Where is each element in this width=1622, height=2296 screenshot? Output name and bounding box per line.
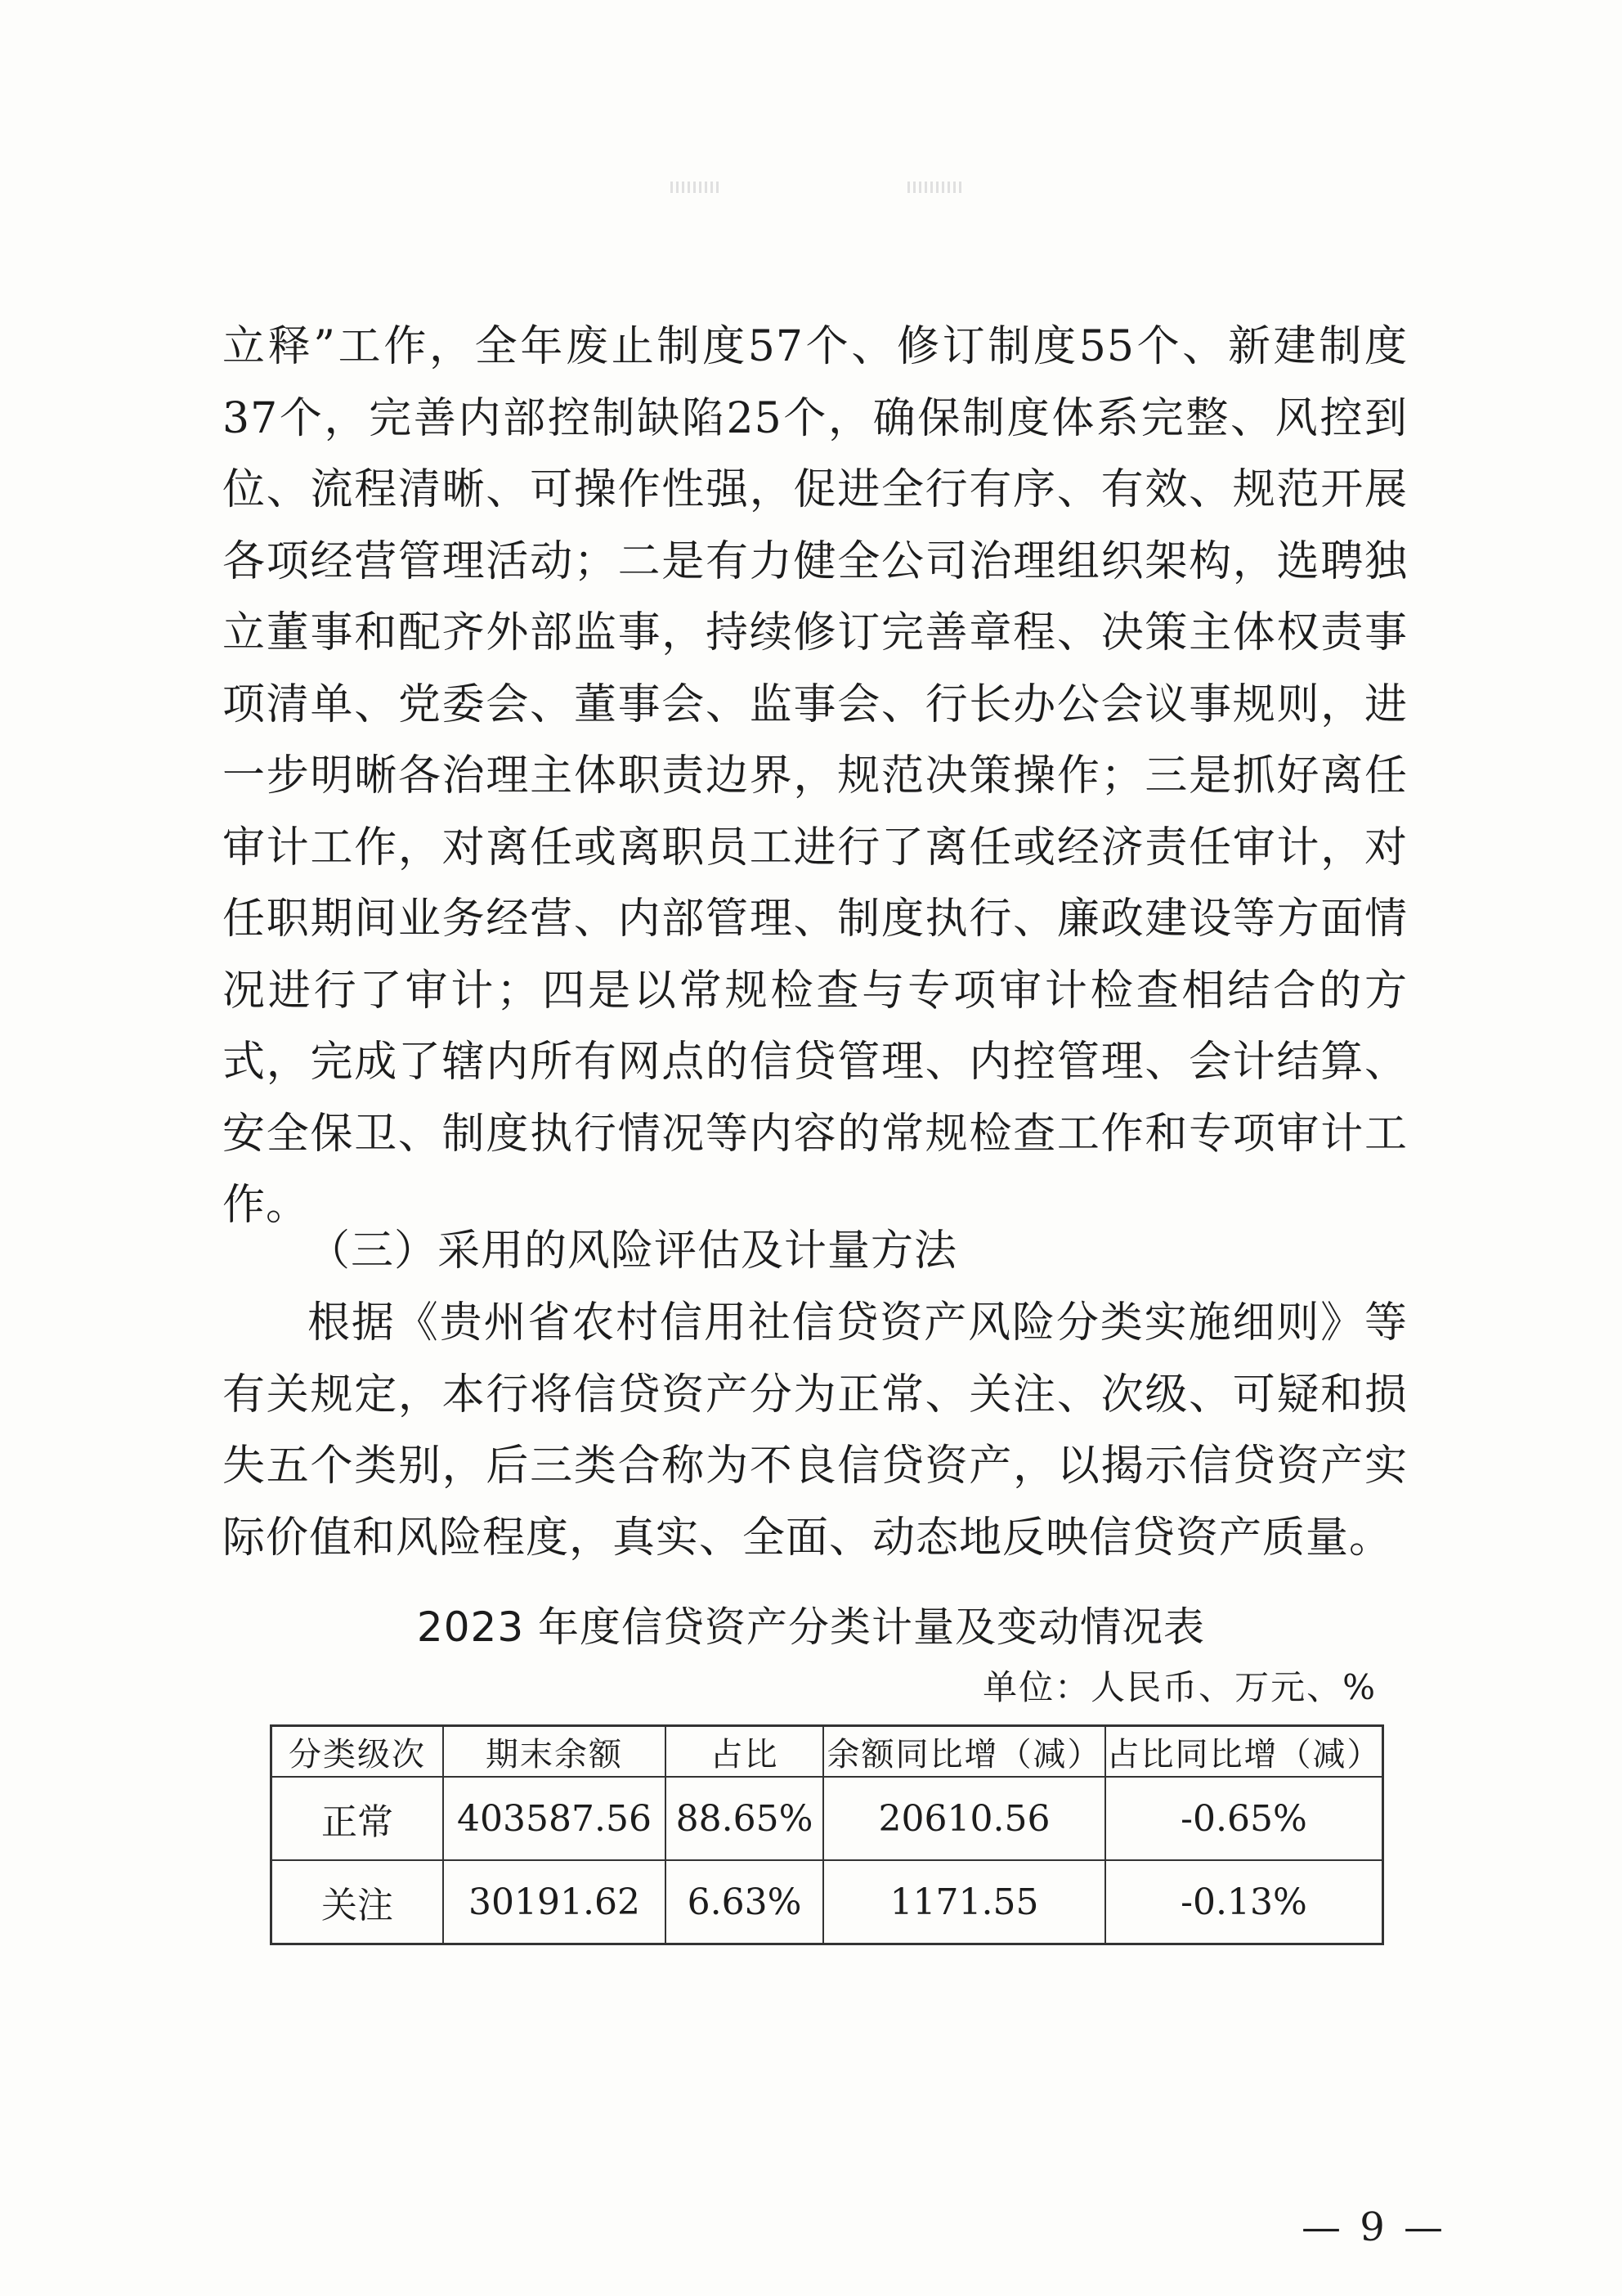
cell-share-yoy: -0.65% bbox=[1105, 1777, 1383, 1860]
paragraph-internal-control: 立释”工作，全年废止制度57个、修订制度55个、新建制度37个，完善内部控制缺陷25个，确保制度体系完整、风控到位、流程清晰、可操作性强，促进全行有序、有效、规范开展各项经营管理活动；二是有力健全公司治理组织架构，选聘独立董事和配齐外部监事，持续修订完善章程、决策主体权责事项清单、党委会、董事会、监事会、行长办公会议事规则，进一步明晰各治理主体职责边界，规范决策操作；三是抓好离任审计工作，对离任或离职员工进行了离任或经济责任审计，对任职期间业务经营、内部管理、制度执行、廉政建设等方面情况进行了审计；四是以常规检查与专项审计检查相结合的方式，完成了辖内所有网点的信贷管理、内控管理、会计结算、安全保卫、制度执行情况等内容的常规检查工作和专项审计工作。 bbox=[222, 322, 1408, 1230]
cell-share: 6.63% bbox=[665, 1860, 823, 1944]
cell-share: 88.65% bbox=[665, 1777, 823, 1860]
header-share: 占比 bbox=[665, 1726, 823, 1778]
header-balance-yoy: 余额同比增（减） bbox=[823, 1726, 1105, 1778]
header-category: 分类级次 bbox=[271, 1726, 444, 1778]
header-ending-balance: 期末余额 bbox=[443, 1726, 665, 1778]
table-row bbox=[271, 1777, 1383, 1860]
header-share-yoy: 占比同比增（减） bbox=[1105, 1726, 1383, 1778]
cell-category: 关注 bbox=[271, 1860, 444, 1944]
cell-share-yoy: -0.13% bbox=[1105, 1860, 1383, 1944]
cell-category: 正常 bbox=[271, 1777, 444, 1860]
table-header-row bbox=[271, 1726, 1383, 1778]
table-unit: 单位：人民币、万元、% bbox=[983, 1667, 1377, 1707]
cell-balance-yoy: 20610.56 bbox=[823, 1777, 1105, 1860]
cell-ending-balance: 403587.56 bbox=[443, 1777, 665, 1860]
credit-asset-classification-table bbox=[270, 1724, 1384, 1945]
cell-balance-yoy: 1171.55 bbox=[823, 1860, 1105, 1944]
table-title: 2023 年度信贷资产分类计量及变动情况表 bbox=[416, 1603, 1206, 1651]
paragraph-asset-classification: 根据《贵州省农村信用社信贷资产风险分类实施细则》等有关规定，本行将信贷资产分为正常、关注、次级、可疑和损失五个类别，后三类合称为不良信贷资产，以揭示信贷资产实际价值和风险程度，真实、全面、动态地反映信贷资产质量。 bbox=[222, 1298, 1408, 1563]
table-row bbox=[271, 1860, 1383, 1944]
page-number: — 9 — bbox=[1302, 2204, 1447, 2250]
section-heading-risk-assessment: （三）采用的风险评估及计量方法 bbox=[307, 1226, 958, 1276]
cell-ending-balance: 30191.62 bbox=[443, 1860, 665, 1944]
scan-speck-right bbox=[907, 182, 965, 193]
scan-speck-left bbox=[670, 182, 719, 193]
